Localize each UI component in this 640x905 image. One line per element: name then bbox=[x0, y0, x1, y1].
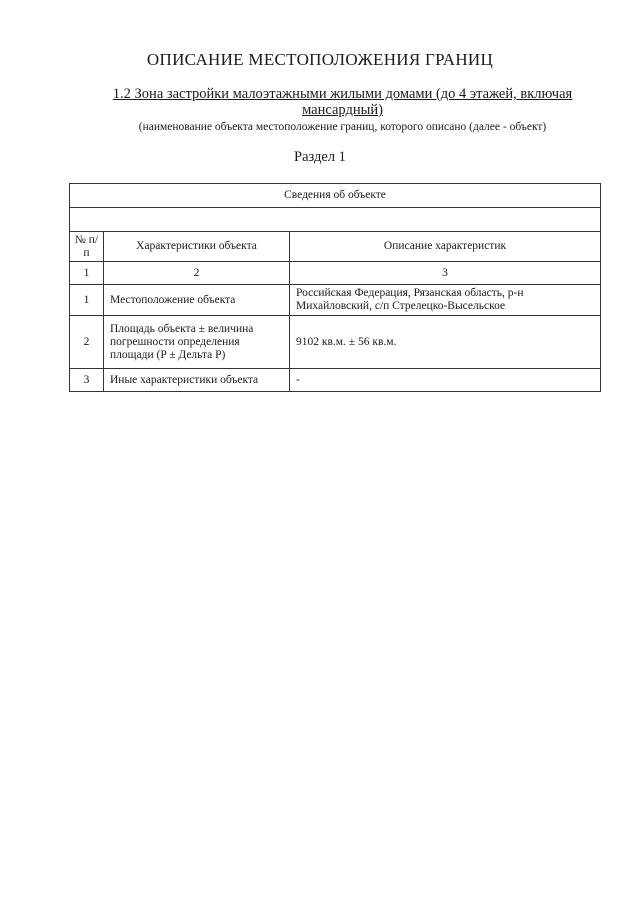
column-number: 1 bbox=[70, 262, 104, 285]
column-number: 3 bbox=[290, 262, 601, 285]
table-row bbox=[70, 285, 601, 316]
row-num: 3 bbox=[70, 369, 104, 392]
table-header-row bbox=[70, 184, 601, 208]
row-num: 2 bbox=[70, 316, 104, 369]
row-value: 9102 кв.м. ± 56 кв.м. bbox=[290, 316, 601, 369]
row-name: Местоположение объекта bbox=[104, 285, 290, 316]
column-header-name: Характеристики объекта bbox=[104, 232, 290, 262]
column-number-row bbox=[70, 262, 601, 285]
row-value: - bbox=[290, 369, 601, 392]
row-num: 1 bbox=[70, 285, 104, 316]
row-name: Иные характеристики объекта bbox=[104, 369, 290, 392]
object-name-caption: (наименование объекта местоположение границ, которого описано (далее - объект) bbox=[138, 121, 547, 133]
column-header-value: Описание характеристик bbox=[290, 232, 601, 262]
column-header-row bbox=[70, 232, 601, 262]
object-name: 1.2 Зона застройки малоэтажными жилыми домами (до 4 этажей, включая мансардный) bbox=[112, 86, 573, 118]
row-value: Российская Федерация, Рязанская область, р-н Михайловский, с/п Стрелецко-Высельское bbox=[290, 285, 601, 316]
object-info-table bbox=[69, 183, 601, 392]
table-empty-row bbox=[70, 208, 601, 232]
table-row bbox=[70, 316, 601, 369]
column-number: 2 bbox=[104, 262, 290, 285]
row-name: Площадь объекта ± величина погрешности определения площади (P ± Дельта P) bbox=[104, 316, 290, 369]
column-header-num: № п/п bbox=[70, 232, 104, 262]
section-title: Раздел 1 bbox=[294, 149, 346, 165]
table-empty-cell bbox=[70, 208, 601, 232]
document-title: ОПИСАНИЕ МЕСТОПОЛОЖЕНИЯ ГРАНИЦ bbox=[146, 50, 494, 69]
table-row bbox=[70, 369, 601, 392]
table-header: Сведения об объекте bbox=[70, 184, 601, 208]
